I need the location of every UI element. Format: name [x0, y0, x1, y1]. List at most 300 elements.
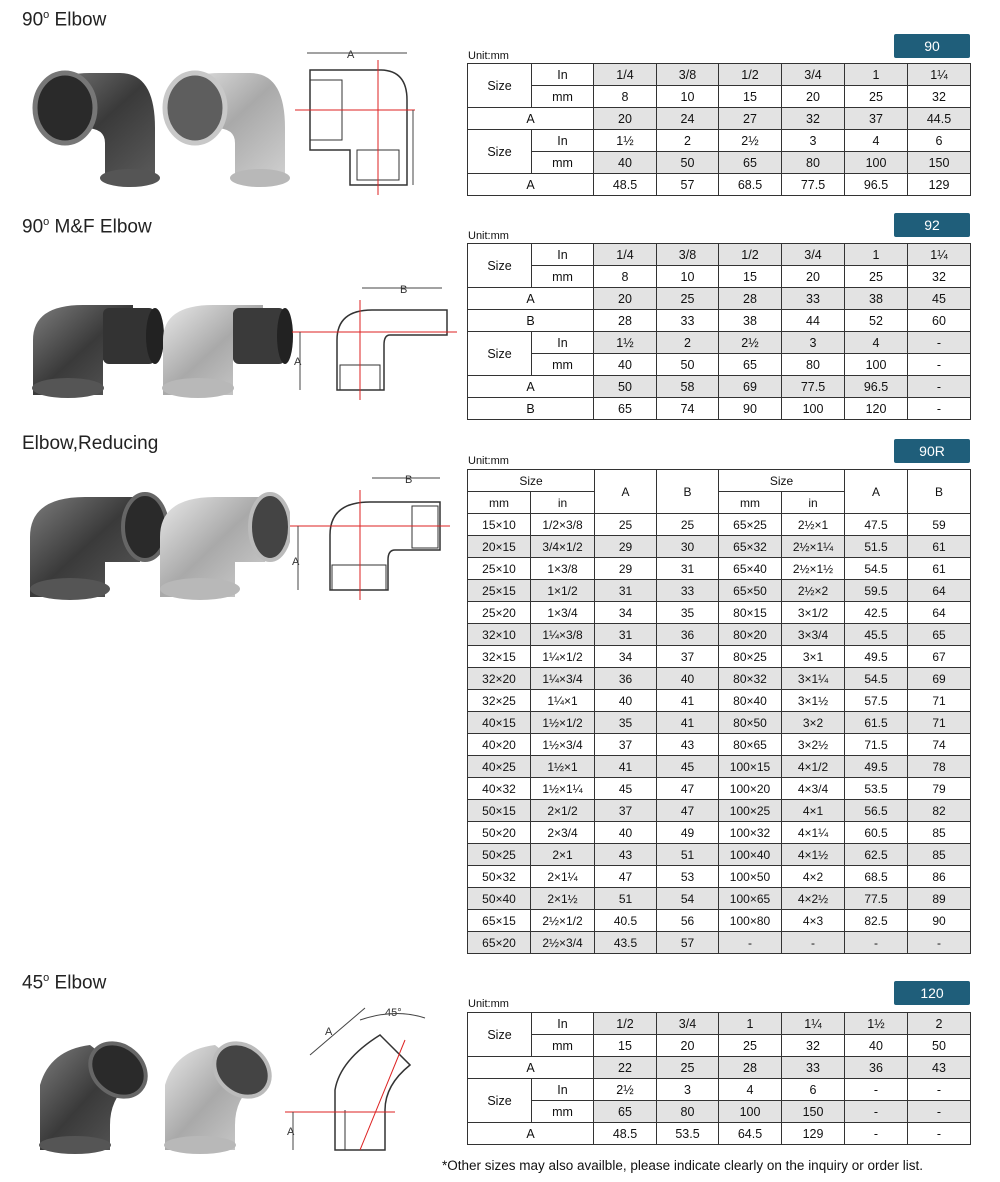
table-cell: 96.5	[845, 174, 908, 196]
table-cell: 1½×1	[531, 756, 595, 778]
table-cell: 38	[845, 288, 908, 310]
table-cell: 61	[908, 558, 971, 580]
table-cell: 80×20	[719, 624, 782, 646]
row-label-dimension: A	[468, 1123, 594, 1145]
table-cell: 80	[782, 152, 845, 174]
table-cell: 2½×1½	[782, 558, 845, 580]
table-cell: 29	[595, 536, 657, 558]
row-label-unit: In	[532, 1013, 594, 1035]
table-cell: 28	[594, 310, 657, 332]
table-cell: 40×25	[468, 756, 531, 778]
table-cell: 36	[845, 1057, 908, 1079]
table-cell: 80	[782, 354, 845, 376]
svg-text:B: B	[405, 474, 413, 486]
table-row	[468, 580, 971, 602]
table-cell: 65×20	[468, 932, 531, 954]
table-cell: 43	[908, 1057, 971, 1079]
table-row	[468, 398, 971, 420]
table-cell: 2½×3/4	[531, 932, 595, 954]
table-row	[468, 844, 971, 866]
row-label-unit: In	[532, 244, 594, 266]
header-b: B	[657, 470, 719, 514]
table-cell: 40	[595, 822, 657, 844]
table-cell: 22	[594, 1057, 657, 1079]
table-cell: 50	[657, 354, 719, 376]
table-cell: 2½×1/2	[531, 910, 595, 932]
table-row	[468, 734, 971, 756]
table-cell: 32	[782, 108, 845, 130]
table-cell: -	[845, 1123, 908, 1145]
table-cell: 8	[594, 266, 657, 288]
unit-label: Unit:mm	[468, 455, 509, 467]
table-cell: 3/4×1/2	[531, 536, 595, 558]
table-row	[468, 288, 971, 310]
table-cell: 1	[719, 1013, 782, 1035]
table-cell: 32×25	[468, 690, 531, 712]
row-label-unit: In	[532, 1079, 594, 1101]
header-size: Size	[719, 470, 845, 492]
table-cell: 32×15	[468, 646, 531, 668]
table-cell: 4×3	[782, 910, 845, 932]
table-row	[468, 1079, 971, 1101]
table-cell: 74	[657, 398, 719, 420]
table-cell: 15×10	[468, 514, 531, 536]
table-cell: 43	[657, 734, 719, 756]
table-cell: 80×65	[719, 734, 782, 756]
table-cell: 31	[595, 580, 657, 602]
table-cell: 86	[908, 866, 971, 888]
table-cell: 1×1/2	[531, 580, 595, 602]
row-label-unit: mm	[532, 152, 594, 174]
table-cell: 30	[657, 536, 719, 558]
table-cell: 2½	[719, 332, 782, 354]
table-cell: -	[908, 1079, 971, 1101]
table-cell: 1/4	[594, 64, 657, 86]
unit-label: Unit:mm	[468, 998, 509, 1010]
table-cell: 15	[719, 86, 782, 108]
table-cell: 41	[657, 712, 719, 734]
table-cell: 54	[657, 888, 719, 910]
table-cell: 150	[908, 152, 971, 174]
table-cell: 1¼×1	[531, 690, 595, 712]
row-label-dimension: A	[468, 288, 594, 310]
table-row	[468, 536, 971, 558]
table-cell: 47	[595, 866, 657, 888]
table-row	[468, 152, 971, 174]
spec-table-90	[467, 63, 971, 196]
table-cell: 33	[782, 288, 845, 310]
table-cell: -	[845, 1101, 908, 1123]
table-cell: 62.5	[845, 844, 908, 866]
table-cell: 2	[657, 332, 719, 354]
table-cell: 3×1	[782, 646, 845, 668]
table-cell: 44.5	[908, 108, 971, 130]
model-badge: 90R	[894, 439, 970, 463]
table-cell: 40	[594, 152, 657, 174]
section-title: 90$^o$ Elbow	[22, 9, 107, 31]
table-cell: 25	[845, 266, 908, 288]
unit-label: Unit:mm	[468, 50, 509, 62]
row-label-dimension: A	[468, 1057, 594, 1079]
table-cell: 2½	[594, 1079, 657, 1101]
table-cell: 45.5	[845, 624, 908, 646]
table-cell: 1¼	[782, 1013, 845, 1035]
table-cell: 100×40	[719, 844, 782, 866]
table-cell: 100×20	[719, 778, 782, 800]
table-cell: 50	[908, 1035, 971, 1057]
table-cell: 4×2½	[782, 888, 845, 910]
table-cell: 1½	[845, 1013, 908, 1035]
table-cell: 4×1¼	[782, 822, 845, 844]
table-cell: 56.5	[845, 800, 908, 822]
table-cell: 1¼×1/2	[531, 646, 595, 668]
table-cell: 25×20	[468, 602, 531, 624]
table-cell: 53	[657, 866, 719, 888]
table-cell: 42.5	[845, 602, 908, 624]
table-cell: -	[908, 1101, 971, 1123]
table-cell: 10	[657, 86, 719, 108]
table-row	[468, 822, 971, 844]
table-cell: 52	[845, 310, 908, 332]
table-cell: 50	[657, 152, 719, 174]
product-photo-reducing-elbow	[25, 492, 290, 602]
table-cell: 57	[657, 932, 719, 954]
table-row	[468, 244, 971, 266]
table-cell: 41	[657, 690, 719, 712]
table-cell: 37	[595, 734, 657, 756]
table-cell: -	[845, 932, 908, 954]
table-cell: 2½×2	[782, 580, 845, 602]
table-cell: 100	[719, 1101, 782, 1123]
table-cell: 25	[595, 514, 657, 536]
table-cell: 25	[845, 86, 908, 108]
footnote: *Other sizes may also availble, please indicate clearly on the inquiry or order list.	[442, 1158, 923, 1173]
table-cell: 1¼×3/8	[531, 624, 595, 646]
header-size: Size	[468, 470, 595, 492]
table-cell: 3/4	[657, 1013, 719, 1035]
table-cell: 65	[908, 624, 971, 646]
table-cell: 1/2	[719, 244, 782, 266]
row-label-dimension: B	[468, 398, 594, 420]
table-cell: 59	[908, 514, 971, 536]
table-cell: 6	[908, 130, 971, 152]
header-a: A	[595, 470, 657, 514]
svg-text:A: A	[294, 356, 302, 368]
table-cell: 71	[908, 690, 971, 712]
table-row	[468, 174, 971, 196]
table-cell: 1½×1/2	[531, 712, 595, 734]
table-cell: 1	[845, 64, 908, 86]
table-cell: 61	[908, 536, 971, 558]
table-cell: 82.5	[845, 910, 908, 932]
header-in: in	[531, 492, 595, 514]
table-cell: 47	[657, 778, 719, 800]
table-cell: 28	[719, 1057, 782, 1079]
table-cell: 15	[594, 1035, 657, 1057]
row-label-size: Size	[468, 244, 532, 288]
svg-text:A: A	[287, 1126, 295, 1138]
table-cell: 1×3/8	[531, 558, 595, 580]
table-cell: 3/8	[657, 64, 719, 86]
table-cell: 38	[719, 310, 782, 332]
table-cell: 77.5	[782, 174, 845, 196]
technical-drawing-reducing-elbow	[290, 470, 450, 600]
table-cell: 100×32	[719, 822, 782, 844]
table-cell: 25×10	[468, 558, 531, 580]
table-cell: 47	[657, 800, 719, 822]
table-cell: 20×15	[468, 536, 531, 558]
table-row	[468, 668, 971, 690]
table-cell: 25	[719, 1035, 782, 1057]
row-label-unit: mm	[532, 266, 594, 288]
table-cell: 51.5	[845, 536, 908, 558]
table-cell: 85	[908, 822, 971, 844]
table-cell: 33	[782, 1057, 845, 1079]
table-cell: 35	[595, 712, 657, 734]
table-row	[468, 624, 971, 646]
table-cell: 50×40	[468, 888, 531, 910]
table-cell: 3×1/2	[782, 602, 845, 624]
table-cell: 48.5	[594, 174, 657, 196]
table-cell: 49.5	[845, 756, 908, 778]
table-cell: 57.5	[845, 690, 908, 712]
table-cell: 2½×1	[782, 514, 845, 536]
table-cell: 1/2×3/8	[531, 514, 595, 536]
row-label-size: Size	[468, 130, 532, 174]
table-cell: 50×25	[468, 844, 531, 866]
table-cell: 40×15	[468, 712, 531, 734]
header-in: in	[782, 492, 845, 514]
header-b: B	[908, 470, 971, 514]
svg-text:A: A	[347, 49, 355, 61]
table-cell: 65	[719, 354, 782, 376]
table-cell: -	[719, 932, 782, 954]
table-row	[468, 1013, 971, 1035]
table-cell: 20	[594, 288, 657, 310]
product-photo-mf-elbow	[28, 300, 293, 400]
table-cell: 27	[719, 108, 782, 130]
section-90-elbow	[0, 0, 1000, 205]
table-cell: 100	[845, 152, 908, 174]
table-row	[468, 64, 971, 86]
table-cell: 4	[845, 130, 908, 152]
table-cell: 67	[908, 646, 971, 668]
table-cell: 54.5	[845, 668, 908, 690]
header-mm: mm	[468, 492, 531, 514]
table-cell: 31	[657, 558, 719, 580]
table-row	[468, 514, 971, 536]
svg-text:A: A	[292, 556, 300, 568]
table-cell: 4×1/2	[782, 756, 845, 778]
table-cell: 1/2	[594, 1013, 657, 1035]
table-row	[468, 888, 971, 910]
table-cell: 65	[719, 152, 782, 174]
table-cell: 32	[908, 86, 971, 108]
table-cell: 79	[908, 778, 971, 800]
table-cell: 80×32	[719, 668, 782, 690]
table-cell: 129	[782, 1123, 845, 1145]
table-row	[468, 866, 971, 888]
table-row	[468, 910, 971, 932]
table-cell: 1/4	[594, 244, 657, 266]
row-label-unit: mm	[532, 86, 594, 108]
product-photo-90-elbow	[30, 68, 290, 193]
row-label-unit: mm	[532, 354, 594, 376]
table-cell: 45	[595, 778, 657, 800]
table-cell: 69	[908, 668, 971, 690]
row-label-unit: mm	[532, 1035, 594, 1057]
technical-drawing-45-elbow	[285, 1000, 455, 1155]
table-cell: 89	[908, 888, 971, 910]
table-row	[468, 332, 971, 354]
table-cell: 24	[657, 108, 719, 130]
table-cell: 2×3/4	[531, 822, 595, 844]
table-cell: 3	[782, 130, 845, 152]
table-cell: 37	[845, 108, 908, 130]
table-cell: 8	[594, 86, 657, 108]
table-cell: 80	[657, 1101, 719, 1123]
table-row	[468, 690, 971, 712]
table-row	[468, 932, 971, 954]
row-label-size: Size	[468, 332, 532, 376]
table-cell: 3×3/4	[782, 624, 845, 646]
table-cell: 53.5	[657, 1123, 719, 1145]
section-title: 90$^o$ M&F Elbow	[22, 216, 152, 238]
table-cell: 1¼×3/4	[531, 668, 595, 690]
table-row	[468, 108, 971, 130]
table-row	[468, 266, 971, 288]
table-row	[468, 1101, 971, 1123]
table-cell: 25	[657, 514, 719, 536]
table-cell: 40	[657, 668, 719, 690]
model-badge: 92	[894, 213, 970, 237]
table-cell: 2½×1¼	[782, 536, 845, 558]
table-cell: 40	[594, 354, 657, 376]
table-cell: 57	[657, 174, 719, 196]
table-cell: -	[908, 932, 971, 954]
table-cell: 10	[657, 266, 719, 288]
table-cell: 29	[595, 558, 657, 580]
table-cell: 1	[845, 244, 908, 266]
table-cell: 40.5	[595, 910, 657, 932]
table-cell: 1½×1¼	[531, 778, 595, 800]
model-badge: 120	[894, 981, 970, 1005]
table-cell: 3	[657, 1079, 719, 1101]
table-cell: 3×2	[782, 712, 845, 734]
table-cell: 69	[719, 376, 782, 398]
spec-table-90r	[467, 469, 971, 954]
table-cell: 58	[657, 376, 719, 398]
table-cell: 50	[594, 376, 657, 398]
table-cell: 37	[657, 646, 719, 668]
table-cell: 32×10	[468, 624, 531, 646]
table-cell: 65	[594, 1101, 657, 1123]
header-a: A	[845, 470, 908, 514]
table-row	[468, 1123, 971, 1145]
table-cell: 2×1/2	[531, 800, 595, 822]
row-label-unit: In	[532, 332, 594, 354]
table-cell: 50×15	[468, 800, 531, 822]
table-cell: 100×65	[719, 888, 782, 910]
table-cell: 51	[657, 844, 719, 866]
table-cell: 40×20	[468, 734, 531, 756]
table-cell: 4×1½	[782, 844, 845, 866]
table-cell: 47.5	[845, 514, 908, 536]
table-cell: 78	[908, 756, 971, 778]
table-cell: 50×32	[468, 866, 531, 888]
row-label-size: Size	[468, 1079, 532, 1123]
table-cell: 90	[719, 398, 782, 420]
table-row	[468, 86, 971, 108]
table-cell: 32×20	[468, 668, 531, 690]
table-cell: 32	[782, 1035, 845, 1057]
table-cell: 77.5	[845, 888, 908, 910]
table-cell: 2½	[719, 130, 782, 152]
table-cell: 100	[782, 398, 845, 420]
table-cell: 3/4	[782, 244, 845, 266]
table-cell: 1¼	[908, 244, 971, 266]
table-cell: -	[908, 332, 971, 354]
table-cell: 100×50	[719, 866, 782, 888]
row-label-size: Size	[468, 64, 532, 108]
table-row	[468, 1057, 971, 1079]
table-cell: 1×3/4	[531, 602, 595, 624]
table-cell: 50×20	[468, 822, 531, 844]
table-cell: 53.5	[845, 778, 908, 800]
table-cell: 40	[595, 690, 657, 712]
table-cell: 33	[657, 310, 719, 332]
table-cell: 80×25	[719, 646, 782, 668]
table-cell: 44	[782, 310, 845, 332]
table-cell: 82	[908, 800, 971, 822]
table-cell: 49.5	[845, 646, 908, 668]
table-cell: 120	[845, 398, 908, 420]
table-row	[468, 130, 971, 152]
table-cell: 56	[657, 910, 719, 932]
table-cell: -	[782, 932, 845, 954]
table-cell: 43.5	[595, 932, 657, 954]
table-cell: 35	[657, 602, 719, 624]
table-row	[468, 1035, 971, 1057]
table-cell: 43	[595, 844, 657, 866]
table-cell: 51	[595, 888, 657, 910]
table-cell: 4	[845, 332, 908, 354]
table-cell: 33	[657, 580, 719, 602]
table-cell: 49	[657, 822, 719, 844]
table-cell: 80×40	[719, 690, 782, 712]
table-cell: 3	[782, 332, 845, 354]
table-cell: 71.5	[845, 734, 908, 756]
section-90-mf-elbow	[0, 205, 1000, 430]
unit-label: Unit:mm	[468, 230, 509, 242]
technical-drawing-90-elbow	[295, 45, 415, 195]
row-label-unit: mm	[532, 1101, 594, 1123]
table-cell: 25	[657, 1057, 719, 1079]
table-cell: 65×50	[719, 580, 782, 602]
table-cell: 64	[908, 602, 971, 624]
table-cell: 100×80	[719, 910, 782, 932]
table-cell: -	[908, 376, 971, 398]
model-badge: 90	[894, 34, 970, 58]
table-cell: 80×15	[719, 602, 782, 624]
table-cell: 68.5	[845, 866, 908, 888]
table-cell: 129	[908, 174, 971, 196]
row-label-unit: In	[532, 130, 594, 152]
table-cell: 4×1	[782, 800, 845, 822]
table-cell: 64.5	[719, 1123, 782, 1145]
table-cell: 45	[908, 288, 971, 310]
table-cell: 3×1¼	[782, 668, 845, 690]
